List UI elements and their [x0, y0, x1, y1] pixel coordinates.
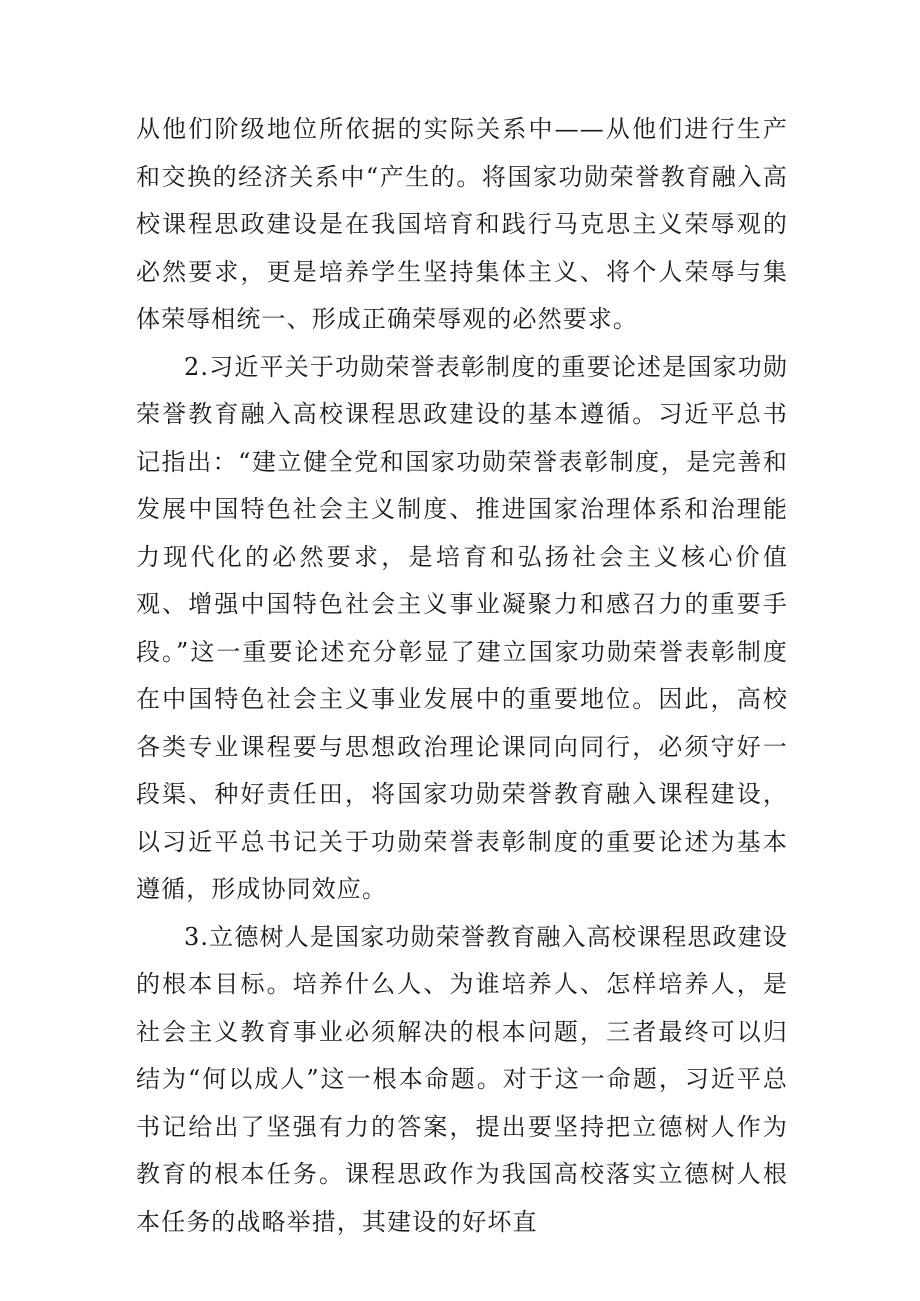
paragraph-point-2: 2.习近平关于功勋荣誉表彰制度的重要论述是国家功勋荣誉教育融入高校课程思政建设的基本遵循。习近平总书记指出：“建立健全党和国家功勋荣誉表彰制度，是完善和发展中国特色社会主义制度、推进国家治理体系和治理能力现代化的必然要求，是培育和弘扬社会主义核心价值观、增强中国特色社会主义事业凝聚力和感召力的重要手段。”这一重要论述充分彰显了建立国家功勋荣誉表彰制度在中国特色社会主义事业发展中的重要地位。因此，高校各类专业课程要与思想政治理论课同向同行，必须守好一段渠、种好责任田，将国家功勋荣誉教育融入课程建设，以习近平总书记关于功勋荣誉表彰制度的重要论述为基本遵循，形成协同效应。: [136, 352, 788, 903]
document-page: [136, 106, 788, 1246]
paragraph-point-3: 3.立德树人是国家功勋荣誉教育融入高校课程思政建设的根本目标。培养什么人、为谁培养人、怎样培养人，是社会主义教育事业必须解决的根本问题，三者最终可以归结为“何以成人”这一根本命题。对于这一命题，习近平总书记给出了坚强有力的答案，提出要坚持把立德树人作为教育的根本任务。课程思政作为我国高校落实立德树人根本任务的战略举措，其建设的好坏直: [136, 922, 788, 1236]
paragraph-continuation: 从他们阶级地位所依据的实际关系中——从他们进行生产和交换的经济关系中“产生的。将国家功勋荣誉教育融入高校课程思政建设是在我国培育和践行马克思主义荣辱观的必然要求，更是培养学生坚持集体主义、将个人荣辱与集体荣辱相统一、形成正确荣辱观的必然要求。: [136, 115, 788, 333]
